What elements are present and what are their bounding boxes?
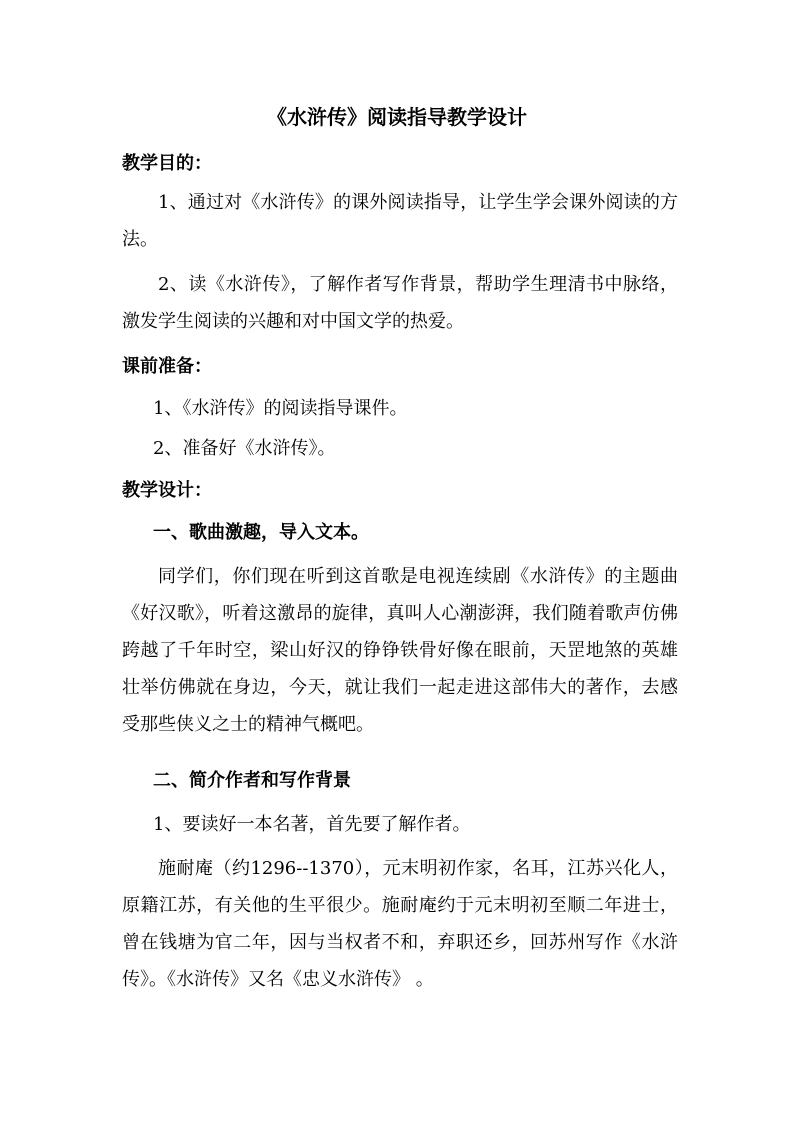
design-heading: 教学设计： [122, 480, 212, 501]
preparation-item-2: 2、准备好《水浒传》。 [153, 438, 336, 459]
document-title: 《水浒传》阅读指导教学设计 [267, 105, 527, 129]
section-2-heading: 二、简介作者和写作背景 [153, 770, 351, 791]
section-1-paragraph: 同学们，你们现在听到这首歌是电视连续剧《水浒传》的主题曲《好汉歌》，听着这激昂的旋律，真叫人心潮澎湃，我们随着歌声仿佛跨越了千年时空，梁山好汉的铮铮铁骨好像在眼前，天罡地煞的英雄壮举仿佛就在身边，今天，就让我们一起走进这部伟大的著作，去感受那些侠义之士的精神气概吧。 [122, 566, 678, 735]
preparation-item-1: 1、《水浒传》的阅读指导课件。 [153, 398, 408, 419]
section-1-heading: 一、歌曲激趣，导入文本。 [153, 522, 369, 543]
section-2-paragraph-1: 1、要读好一本名著，首先要了解作者。 [153, 814, 471, 835]
section-2-paragraph-2: 施耐庵（约1296--1370），元末明初作家，名耳，江苏兴化人，原籍江苏，有关他的生平很少。施耐庵约于元末明初至顺二年进士，曾在钱塘为官二年，因与当权者不和，弃职还乡，回苏州写作《水浒传》。《水浒传》又名《忠义水浒传》 。 [122, 858, 678, 990]
objectives-heading: 教学目的： [122, 153, 212, 174]
preparation-heading: 课前准备： [122, 356, 212, 377]
objective-item-2: 2、读《水浒传》，了解作者写作背景，帮助学生理清书中脉络，激发学生阅读的兴趣和对中国文学的热爱。 [122, 274, 678, 332]
objective-item-1: 1、通过对《水浒传》的课外阅读指导，让学生学会课外阅读的方法。 [122, 192, 678, 250]
